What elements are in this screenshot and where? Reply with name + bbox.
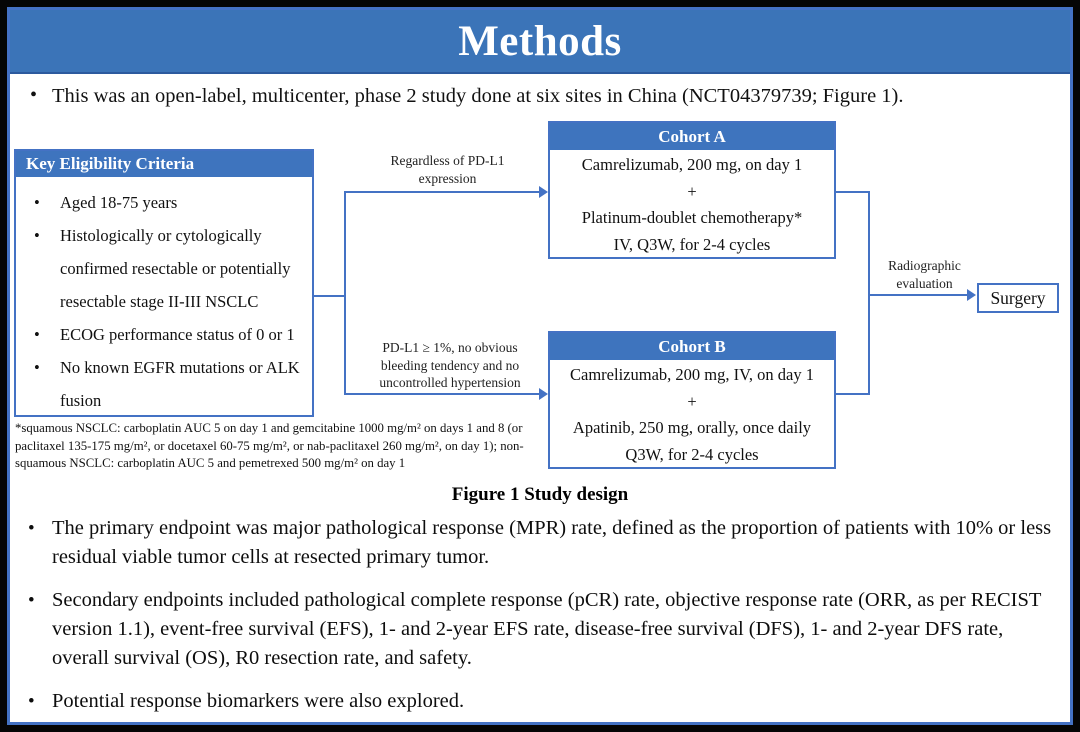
cohort-a-line: Platinum-doublet chemotherapy* [581, 208, 803, 227]
cohort-b-line: Q3W, for 2-4 cycles [625, 444, 759, 464]
surgery-box [977, 283, 1059, 313]
radiographic-evaluation-label: Radiographic evaluation [888, 258, 961, 291]
eligibility-item: • No known EGFR mutations or ALK fusion [26, 351, 308, 417]
eligibility-item: • Aged 18-75 years [26, 186, 308, 219]
slide-frame [7, 7, 1073, 725]
connector-cohort-a-out [836, 191, 870, 193]
cohort-b-body [550, 360, 834, 468]
cohort-b-line: Apatinib, 250 mg, orally, once daily [572, 418, 812, 437]
cohort-a-header: Cohort A [550, 123, 834, 150]
cohort-a-line: Camrelizumab, 200 mg, on day 1 [581, 155, 803, 174]
slide-content [10, 74, 1070, 725]
cohort-a-box [548, 121, 836, 259]
connector-cohort-b-out [836, 393, 870, 395]
cohort-a-line: IV, Q3W, for 2-4 cycles [613, 234, 771, 254]
cohort-b-line: Camrelizumab, 200 mg, IV, on day 1 [570, 365, 814, 384]
connector-to-cohort-a [344, 191, 540, 193]
study-design-diagram [10, 111, 1070, 483]
eligibility-box [14, 149, 314, 417]
connector-eligibility-stub [314, 295, 346, 297]
title-bar [10, 10, 1070, 74]
figure-caption: Figure 1 Study design [451, 484, 629, 505]
connector-branch-vertical [344, 191, 346, 395]
connector-to-cohort-b [344, 393, 540, 395]
cohort-b-box [548, 331, 836, 469]
eligibility-item: • ECOG performance status of 0 or 1 [26, 318, 308, 351]
primary-endpoint-bullet: • The primary endpoint was major pathological response (MPR) rate, defined as the proportion of patients with 10% or less residual viable tumor cells at resected primary tumor. [22, 514, 1060, 572]
cohort-a-line: + [687, 181, 697, 201]
eligibility-header: Key Eligibility Criteria [16, 151, 312, 177]
arrow-right-icon [539, 186, 548, 198]
cohort-a-body [550, 150, 834, 258]
arrow-right-icon [539, 388, 548, 400]
diagram-footnote: *squamous NSCLC: carboplatin AUC 5 on day 1 and gemcitabine 1000 mg/m² on days 1 and 8 (or paclitaxel 135-175 mg/m², or docetaxel 60-75 mg/m², or nab-paclitaxel 260 mg/m², on day 1); non-squamous NSCLC: carboplatin AUC 5 and pemetrexed 500 mg/m² on day 1 [15, 421, 524, 470]
page-title: Methods [458, 17, 622, 65]
cohort-b-header: Cohort B [550, 333, 834, 360]
biomarkers-bullet: • Potential response biomarkers were also explored. [22, 687, 1060, 716]
surgery-label: Surgery [990, 287, 1046, 308]
branch-label-cohort-a: Regardless of PD-L1 expression [390, 153, 505, 186]
eligibility-list [16, 177, 312, 417]
cohort-b-line: + [687, 391, 697, 411]
secondary-endpoints-bullet: • Secondary endpoints included pathological complete response (pCR) rate, objective response rate (ORR, as per RECIST version 1.1), event-free survival (EFS), 1- and 2-year EFS rate, disease-free survival (DFS), 1- and 2-year DFS rate, overall survival (OS), R0 resection rate, and safety. [22, 586, 1060, 673]
endpoint-bullets [22, 514, 1060, 716]
branch-label-cohort-b: PD-L1 ≥ 1%, no obvious bleeding tendency and no uncontrolled hypertension [379, 340, 521, 390]
intro-bullet: • This was an open-label, multicenter, phase 2 study done at six sites in China (NCT04379739; Figure 1). [22, 83, 1062, 109]
connector-merge-vertical [868, 191, 870, 395]
connector-to-surgery [868, 294, 968, 296]
eligibility-item: • Histologically or cytologically confirmed resectable or potentially resectable stage II-III NSCLC [26, 219, 308, 318]
